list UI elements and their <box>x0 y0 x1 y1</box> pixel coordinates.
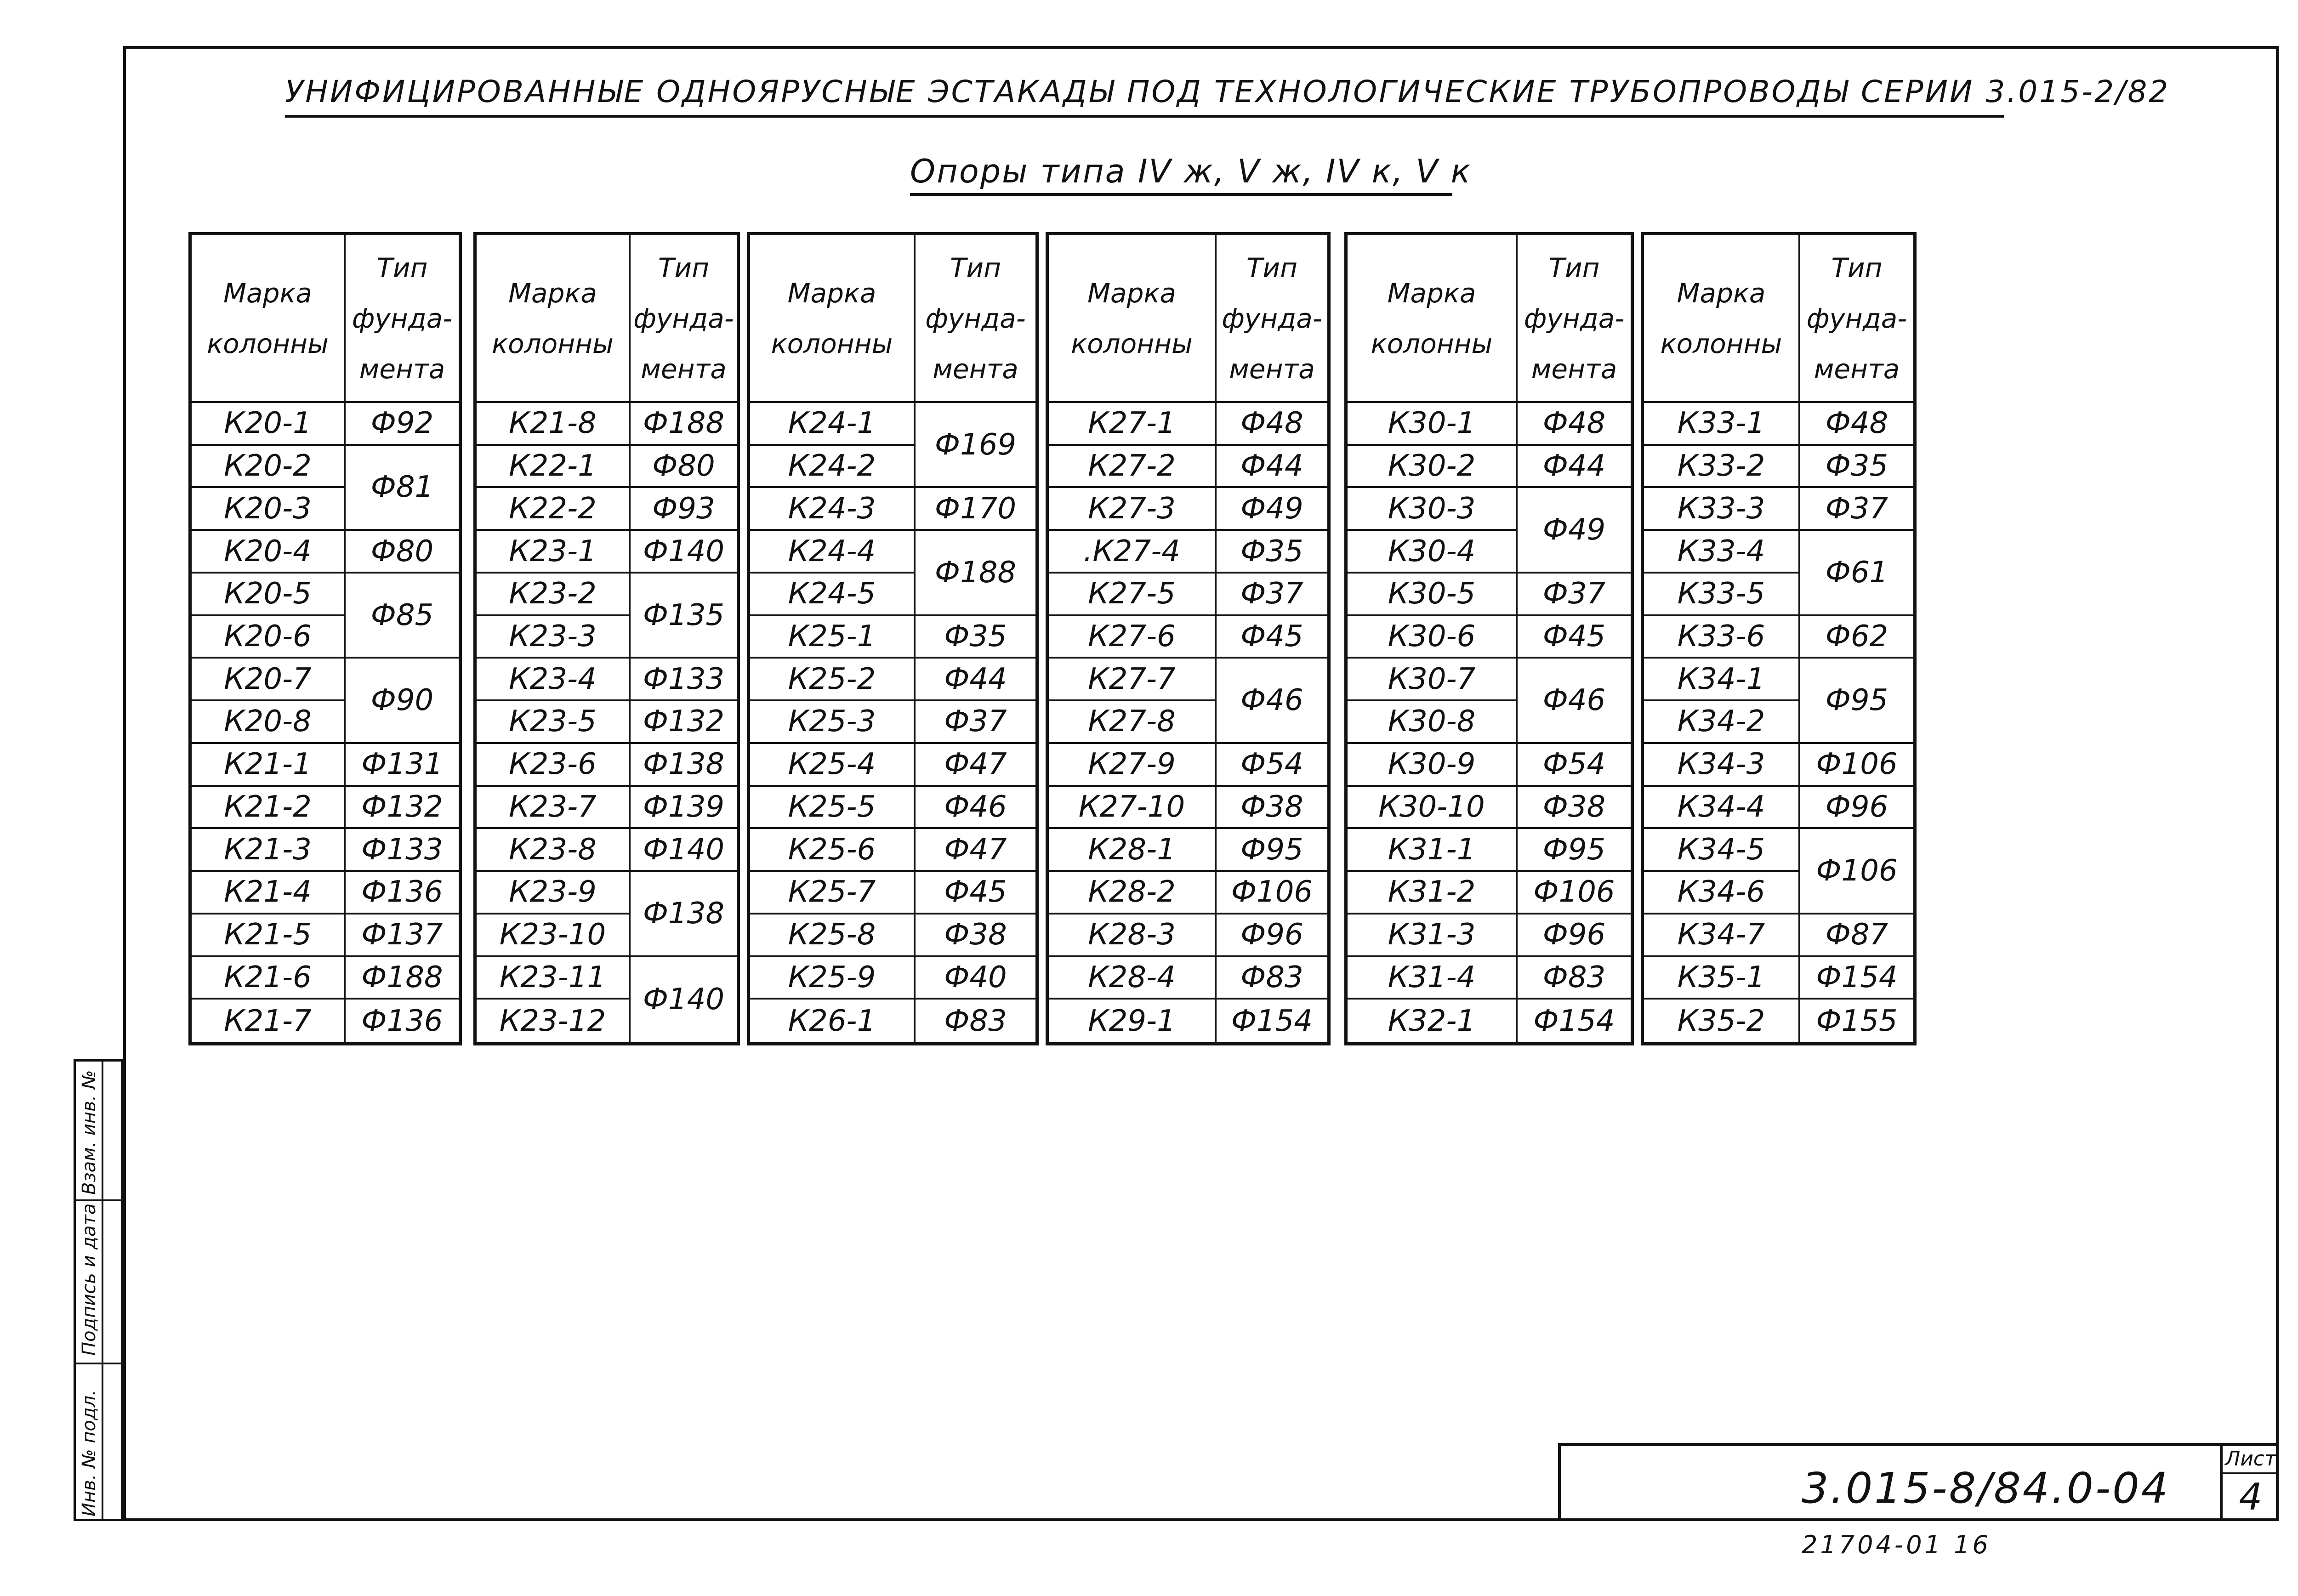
foundation-type-cell: Ф61 <box>1800 531 1913 616</box>
table-group <box>473 232 740 1045</box>
column-mark-cell: К34-3 <box>1644 744 1800 787</box>
column-mark-cell: К26-1 <box>750 1000 916 1042</box>
column-mark-cell: К21-3 <box>192 829 346 872</box>
header-type <box>1800 235 1913 403</box>
header-mark-line: Марка <box>1387 277 1476 309</box>
foundation-type-cell: Ф48 <box>1518 403 1631 446</box>
column-mark-cell: К30-7 <box>1348 659 1518 701</box>
foundation-type-cell: Ф106 <box>1217 872 1327 914</box>
table-group <box>1641 232 1917 1045</box>
header-mark-line: колонны <box>207 328 329 359</box>
column-mark-cell: К22-1 <box>477 446 631 488</box>
foundation-type-cell: Ф81 <box>346 446 459 531</box>
column-mark-cell: К33-6 <box>1644 616 1800 659</box>
column-mark-cell: К30-4 <box>1348 531 1518 574</box>
header-type-line: мента <box>1531 353 1617 385</box>
column-mark-cell: К27-1 <box>1049 403 1217 446</box>
approval-sidebar <box>74 1059 123 1521</box>
header-type-line: Тип <box>1246 252 1298 284</box>
column-mark-cell: К31-1 <box>1348 829 1518 872</box>
column-mark-cell: К20-3 <box>192 488 346 531</box>
header-type-line: фунда- <box>1806 302 1907 334</box>
column-mark-cell: К22-2 <box>477 488 631 531</box>
column-mark-cell: К21-7 <box>192 1000 346 1042</box>
foundation-type-cell: Ф44 <box>916 659 1035 701</box>
column-mark-cell: К25-6 <box>750 829 916 872</box>
table-group <box>188 232 462 1045</box>
column-mark-cell: К30-8 <box>1348 701 1518 744</box>
foundation-type-cell: Ф38 <box>1518 787 1631 829</box>
foundation-type-cell: Ф188 <box>916 531 1035 616</box>
document-code: 3.015-8/84.0-04 <box>1802 1464 2170 1513</box>
table-group <box>1344 232 1634 1045</box>
header-mark-line: колонны <box>1071 328 1193 359</box>
column-mark-cell: К23-6 <box>477 744 631 787</box>
column-mark-cell: К28-4 <box>1049 957 1217 1000</box>
column-mark-cell: К27-8 <box>1049 701 1217 744</box>
foundation-type-cell: Ф140 <box>631 829 737 872</box>
document-subtitle: Опоры типа IV ж, V ж, IV к, V к <box>910 152 1452 196</box>
foundation-type-cell: Ф83 <box>944 1004 1007 1038</box>
foundation-type-cell: Ф132 <box>631 701 737 744</box>
column-mark-cell: К28-1 <box>1049 829 1217 872</box>
foundation-type-cell: Ф133 <box>346 829 459 872</box>
header-type <box>346 235 459 403</box>
column-mark-cell: К27-7 <box>1049 659 1217 701</box>
foundation-type-cell: Ф96 <box>1800 787 1913 829</box>
column-mark-cell: К30-2 <box>1348 446 1518 488</box>
header-mark-line: Марка <box>787 277 876 309</box>
column-mark-cell: К34-6 <box>1644 872 1800 914</box>
column-mark-cell: К23-7 <box>477 787 631 829</box>
foundation-type-cell: Ф54 <box>1217 744 1327 787</box>
column-mark-cell: К23-8 <box>477 829 631 872</box>
header-type-line: Тип <box>376 252 428 284</box>
column-mark-cell: К27-9 <box>1049 744 1217 787</box>
header-mark <box>1348 235 1518 403</box>
column-mark-cell: К30-10 <box>1348 787 1518 829</box>
header-mark-line: колонны <box>492 328 614 359</box>
foundation-type-cell: Ф35 <box>916 616 1035 659</box>
header-type-line: Тип <box>1831 252 1883 284</box>
column-mark-cell: К33-3 <box>1644 488 1800 531</box>
sidebar-label-inv-original: Инв. № подл. <box>79 1390 100 1516</box>
column-mark-cell: К35-1 <box>1644 957 1800 1000</box>
header-type-line: фунда- <box>633 302 734 334</box>
column-mark-cell: К32-1 <box>1348 1000 1518 1042</box>
column-mark-cell: К20-4 <box>192 531 346 574</box>
column-mark-cell: К29-1 <box>1049 1000 1217 1042</box>
foundation-type-cell: Ф47 <box>916 829 1035 872</box>
header-mark <box>750 235 916 403</box>
header-mark <box>477 235 631 403</box>
header-mark-line: Марка <box>1677 277 1766 309</box>
column-mark-cell: К27-6 <box>1049 616 1217 659</box>
foundation-type-cell: Ф96 <box>1217 914 1327 957</box>
foundation-type-cell: Ф154 <box>1800 957 1913 1000</box>
column-mark-cell: К23-10 <box>477 914 631 957</box>
column-mark-cell: К34-2 <box>1644 701 1800 744</box>
column-mark-cell: К34-5 <box>1644 829 1800 872</box>
column-mark-cell: К25-1 <box>750 616 916 659</box>
header-mark <box>1644 235 1800 403</box>
header-mark <box>192 235 346 403</box>
foundation-type-cell: Ф136 <box>361 1004 443 1038</box>
column-mark-cell: К30-1 <box>1348 403 1518 446</box>
header-type-line: мента <box>1229 353 1315 385</box>
foundation-type-cell: Ф131 <box>346 744 459 787</box>
header-mark <box>1049 235 1217 403</box>
foundation-type-cell: Ф49 <box>1217 488 1327 531</box>
column-mark-cell: К24-5 <box>750 574 916 616</box>
column-mark-cell: К31-3 <box>1348 914 1518 957</box>
header-type-line: мента <box>933 353 1018 385</box>
foundation-type-cell: Ф54 <box>1518 744 1631 787</box>
column-mark-cell: К21-4 <box>192 872 346 914</box>
header-type-line: мента <box>1814 353 1900 385</box>
column-mark-cell: К25-5 <box>750 787 916 829</box>
column-mark-cell: К34-1 <box>1644 659 1800 701</box>
column-mark-cell: К28-3 <box>1049 914 1217 957</box>
column-mark-cell: К20-7 <box>192 659 346 701</box>
column-mark-cell: К23-1 <box>477 531 631 574</box>
foundation-type-cell: Ф138 <box>631 872 737 957</box>
column-mark-cell: .К27-4 <box>1049 531 1217 574</box>
foundation-type-cell: Ф38 <box>1217 787 1327 829</box>
foundation-type-cell: Ф132 <box>346 787 459 829</box>
foundation-type-cell: Ф96 <box>1518 914 1631 957</box>
column-mark-cell: К20-2 <box>192 446 346 488</box>
header-mark-line: Марка <box>223 277 312 309</box>
foundation-type-cell: Ф95 <box>1217 829 1327 872</box>
column-mark-cell: К30-3 <box>1348 488 1518 531</box>
column-mark-cell: К23-9 <box>477 872 631 914</box>
foundation-type-cell: Ф85 <box>346 574 459 659</box>
foundation-type-cell: Ф48 <box>1217 403 1327 446</box>
sidebar-label-signature-date: Подпись и дата <box>79 1203 100 1356</box>
foundation-type-cell: Ф38 <box>916 914 1035 957</box>
header-type <box>1217 235 1327 403</box>
archive-number: 21704-01 16 <box>1802 1530 1991 1559</box>
column-mark-cell: К30-5 <box>1348 574 1518 616</box>
header-type-line: фунда- <box>1524 302 1625 334</box>
column-mark-cell: К25-2 <box>750 659 916 701</box>
column-mark-cell: К20-5 <box>192 574 346 616</box>
foundation-type-cell: Ф37 <box>916 701 1035 744</box>
foundation-type-cell: Ф137 <box>346 914 459 957</box>
column-mark-cell: К24-2 <box>750 446 916 488</box>
column-mark-cell: К34-7 <box>1644 914 1800 957</box>
column-mark-cell: К20-1 <box>192 403 346 446</box>
foundation-type-cell: Ф46 <box>1217 659 1327 744</box>
foundation-type-cell: Ф46 <box>916 787 1035 829</box>
sidebar-label-replaced-inv: Взам. инв. № <box>79 1070 100 1195</box>
foundation-type-cell: Ф133 <box>631 659 737 701</box>
column-mark-cell: К23-12 <box>477 1000 631 1042</box>
header-type <box>1518 235 1631 403</box>
column-mark-cell: К20-8 <box>192 701 346 744</box>
column-mark-cell: К21-1 <box>192 744 346 787</box>
column-mark-cell: К27-3 <box>1049 488 1217 531</box>
foundation-type-cell: Ф35 <box>1217 531 1327 574</box>
sheet-box <box>2220 1443 2279 1521</box>
column-mark-cell: К33-2 <box>1644 446 1800 488</box>
sheet-label: Лист <box>2223 1446 2279 1474</box>
header-type-line: Тип <box>950 252 1001 284</box>
header-mark-line: Марка <box>1087 277 1176 309</box>
header-type-line: фунда- <box>925 302 1026 334</box>
column-mark-cell: К23-11 <box>477 957 631 1000</box>
foundation-type-cell: Ф90 <box>346 659 459 744</box>
column-mark-cell: К31-4 <box>1348 957 1518 1000</box>
column-mark-cell: К20-6 <box>192 616 346 659</box>
table-group <box>747 232 1039 1045</box>
column-mark-cell: К27-5 <box>1049 574 1217 616</box>
column-mark-cell: К25-9 <box>750 957 916 1000</box>
header-mark-line: колонны <box>771 328 893 359</box>
column-mark-cell: К25-7 <box>750 872 916 914</box>
column-mark-cell: К21-5 <box>192 914 346 957</box>
foundation-type-cell: Ф45 <box>916 872 1035 914</box>
foundation-type-cell: Ф37 <box>1217 574 1327 616</box>
foundation-type-cell: Ф106 <box>1800 829 1913 914</box>
column-mark-cell: К23-3 <box>477 616 631 659</box>
header-type-line: Тип <box>1548 252 1600 284</box>
foundation-type-cell: Ф188 <box>346 957 459 1000</box>
foundation-type-cell: Ф140 <box>643 983 725 1017</box>
column-mark-cell: К30-9 <box>1348 744 1518 787</box>
column-mark-cell: К21-8 <box>477 403 631 446</box>
column-mark-cell: К21-2 <box>192 787 346 829</box>
foundation-type-cell: Ф80 <box>631 446 737 488</box>
foundation-type-cell: Ф37 <box>1800 488 1913 531</box>
column-mark-cell: К24-4 <box>750 531 916 574</box>
column-mark-cell: К33-5 <box>1644 574 1800 616</box>
table-group <box>1046 232 1331 1045</box>
foundation-type-cell: Ф155 <box>1816 1004 1898 1038</box>
header-mark-line: колонны <box>1660 328 1782 359</box>
foundation-type-cell: Ф48 <box>1800 403 1913 446</box>
foundation-type-cell: Ф37 <box>1518 574 1631 616</box>
foundation-type-cell: Ф83 <box>1217 957 1327 1000</box>
foundation-type-cell: Ф135 <box>631 574 737 659</box>
header-type-line: мента <box>359 353 445 385</box>
column-mark-cell: К28-2 <box>1049 872 1217 914</box>
header-type <box>916 235 1035 403</box>
column-mark-cell: К25-8 <box>750 914 916 957</box>
foundation-type-cell: Ф139 <box>631 787 737 829</box>
column-mark-cell: К24-3 <box>750 488 916 531</box>
column-mark-cell: К25-3 <box>750 701 916 744</box>
column-mark-cell: К27-2 <box>1049 446 1217 488</box>
foundation-type-cell: Ф45 <box>1217 616 1327 659</box>
column-mark-cell: К25-4 <box>750 744 916 787</box>
foundation-type-cell: Ф40 <box>916 957 1035 1000</box>
foundation-type-cell: Ф35 <box>1800 446 1913 488</box>
header-type-line: фунда- <box>1222 302 1322 334</box>
sheet-number: 4 <box>2239 1476 2263 1518</box>
header-type-line: Тип <box>658 252 710 284</box>
foundation-type-cell: Ф87 <box>1800 914 1913 957</box>
column-mark-cell: К23-2 <box>477 574 631 616</box>
column-mark-cell: К24-1 <box>750 403 916 446</box>
foundation-type-cell: Ф46 <box>1518 659 1631 744</box>
foundation-type-cell: Ф47 <box>916 744 1035 787</box>
document-title: УНИФИЦИРОВАННЫЕ ОДНОЯРУСНЫЕ ЭСТАКАДЫ ПОД ТЕХНОЛОГИЧЕСКИЕ ТРУБОПРОВОДЫ СЕРИИ 3.015-2/82 <box>285 74 2004 118</box>
foundation-type-cell: Ф169 <box>916 403 1035 488</box>
column-mark-cell: К30-6 <box>1348 616 1518 659</box>
foundation-type-cell: Ф106 <box>1800 744 1913 787</box>
column-mark-cell: К33-4 <box>1644 531 1800 574</box>
header-type <box>631 235 737 403</box>
foundation-type-cell: Ф45 <box>1518 616 1631 659</box>
foundation-type-cell: Ф154 <box>1533 1004 1615 1038</box>
foundation-type-cell: Ф62 <box>1800 616 1913 659</box>
foundation-type-cell: Ф140 <box>631 531 737 574</box>
foundation-type-cell: Ф138 <box>631 744 737 787</box>
foundation-type-cell: Ф80 <box>346 531 459 574</box>
header-type-line: фунда- <box>352 302 453 334</box>
column-mark-cell: К23-4 <box>477 659 631 701</box>
foundation-type-cell: Ф49 <box>1518 488 1631 573</box>
column-mark-cell: К33-1 <box>1644 403 1800 446</box>
foundation-type-cell: Ф44 <box>1217 446 1327 488</box>
column-mark-cell: К23-5 <box>477 701 631 744</box>
column-mark-cell: К21-6 <box>192 957 346 1000</box>
header-type-line: мента <box>641 353 727 385</box>
foundation-type-cell: Ф154 <box>1231 1004 1313 1038</box>
column-mark-cell: К31-2 <box>1348 872 1518 914</box>
header-mark-line: колонны <box>1371 328 1493 359</box>
foundation-type-cell: Ф170 <box>916 488 1035 531</box>
header-mark-line: Марка <box>508 277 597 309</box>
foundation-type-cell: Ф136 <box>346 872 459 914</box>
foundation-type-cell: Ф83 <box>1518 957 1631 1000</box>
foundation-type-cell: Ф93 <box>631 488 737 531</box>
foundation-type-cell: Ф92 <box>346 403 459 446</box>
column-mark-cell: К35-2 <box>1644 1000 1800 1042</box>
column-mark-cell: К27-10 <box>1049 787 1217 829</box>
foundation-type-cell: Ф95 <box>1518 829 1631 872</box>
foundation-type-cell: Ф188 <box>631 403 737 446</box>
foundation-type-cell: Ф95 <box>1800 659 1913 744</box>
column-mark-cell: К34-4 <box>1644 787 1800 829</box>
foundation-type-cell: Ф44 <box>1518 446 1631 488</box>
foundation-type-cell: Ф106 <box>1518 872 1631 914</box>
